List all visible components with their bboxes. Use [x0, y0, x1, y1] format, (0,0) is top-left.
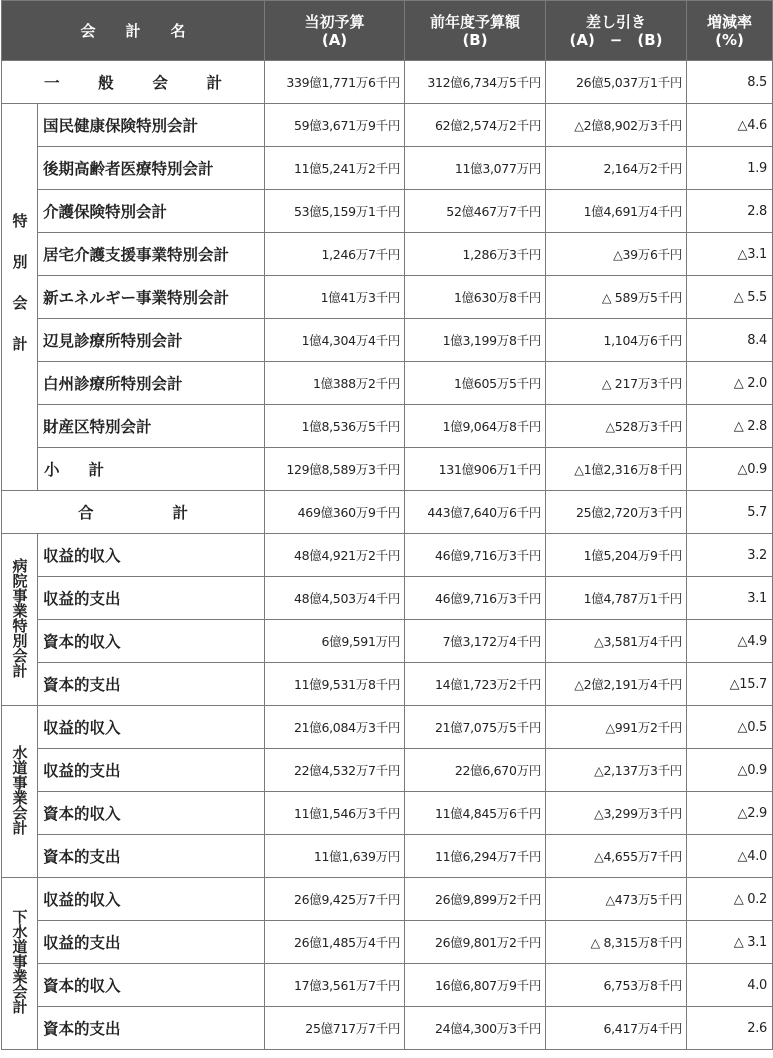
total-diff: 25億2,720万3千円 — [546, 491, 687, 534]
row-a: 25億717万7千円 — [265, 1007, 405, 1050]
header-difference: 差し引き (A) − (B) — [546, 1, 687, 61]
row-diff: △2億8,902万3千円 — [546, 104, 687, 147]
row-rate: △ 2.0 — [687, 362, 773, 405]
row-a: 48億4,921万2千円 — [265, 534, 405, 577]
general-b: 312億6,734万5千円 — [405, 61, 546, 104]
row-b: 46億9,716万3千円 — [405, 577, 546, 620]
row-b: 1億9,064万8千円 — [405, 405, 546, 448]
header-row — [2, 1, 773, 61]
row-a: 11億5,241万2千円 — [265, 147, 405, 190]
row-diff: 1,104万6千円 — [546, 319, 687, 362]
row-rate: 2.8 — [687, 190, 773, 233]
row-b: 11億3,077万円 — [405, 147, 546, 190]
table-row — [2, 706, 773, 749]
row-rate: △0.9 — [687, 749, 773, 792]
table-row — [2, 405, 773, 448]
table-row — [2, 1007, 773, 1050]
row-rate: 8.4 — [687, 319, 773, 362]
row-rate: 2.6 — [687, 1007, 773, 1050]
row-diff: 6,753万8千円 — [546, 964, 687, 1007]
table-row — [2, 878, 773, 921]
row-b: 11億6,294万7千円 — [405, 835, 546, 878]
general-a: 339億1,771万6千円 — [265, 61, 405, 104]
row-name: 資本的収入 — [38, 620, 265, 663]
table-row — [2, 792, 773, 835]
row-b: 16億6,807万9千円 — [405, 964, 546, 1007]
row-a: 48億4,503万4千円 — [265, 577, 405, 620]
special-subtotal-row — [2, 448, 773, 491]
table-row — [2, 362, 773, 405]
row-b: 62億2,574万2千円 — [405, 104, 546, 147]
row-b: 1億605万5千円 — [405, 362, 546, 405]
row-a: 53億5,159万1千円 — [265, 190, 405, 233]
row-b: 7億3,172万4千円 — [405, 620, 546, 663]
row-b: 1億630万8千円 — [405, 276, 546, 319]
row-a: 1,246万7千円 — [265, 233, 405, 276]
row-diff: △528万3千円 — [546, 405, 687, 448]
subtotal-rate: △0.9 — [687, 448, 773, 491]
row-diff: △ 217万3千円 — [546, 362, 687, 405]
row-b: 14億1,723万2千円 — [405, 663, 546, 706]
row-b: 46億9,716万3千円 — [405, 534, 546, 577]
row-diff: 1億5,204万9千円 — [546, 534, 687, 577]
row-name: 収益的収入 — [38, 878, 265, 921]
table-row — [2, 577, 773, 620]
row-rate: △4.6 — [687, 104, 773, 147]
row-name: 資本的収入 — [38, 792, 265, 835]
row-a: 17億3,561万7千円 — [265, 964, 405, 1007]
table-row — [2, 534, 773, 577]
row-name: 辺見診療所特別会計 — [38, 319, 265, 362]
row-name: 後期高齢者医療特別会計 — [38, 147, 265, 190]
budget-table — [1, 0, 773, 1050]
row-a: 26億1,485万4千円 — [265, 921, 405, 964]
row-rate: △4.9 — [687, 620, 773, 663]
row-diff: △3,581万4千円 — [546, 620, 687, 663]
subtotal-a: 129億8,589万3千円 — [265, 448, 405, 491]
subtotal-diff: △1億2,316万8千円 — [546, 448, 687, 491]
header-initial-budget: 当初予算 (A) — [265, 1, 405, 61]
row-b: 26億9,899万2千円 — [405, 878, 546, 921]
row-name: 居宅介護支援事業特別会計 — [38, 233, 265, 276]
row-rate: △4.0 — [687, 835, 773, 878]
row-name: 白州診療所特別会計 — [38, 362, 265, 405]
row-diff: △ 8,315万8千円 — [546, 921, 687, 964]
row-a: 1億388万2千円 — [265, 362, 405, 405]
row-diff: △2,137万3千円 — [546, 749, 687, 792]
total-label: 合 計 — [2, 491, 265, 534]
table-row — [2, 620, 773, 663]
row-name: 資本的収入 — [38, 964, 265, 1007]
row-diff: 2,164万2千円 — [546, 147, 687, 190]
row-a: 59億3,671万9千円 — [265, 104, 405, 147]
row-a: 1億41万3千円 — [265, 276, 405, 319]
total-a: 469億360万9千円 — [265, 491, 405, 534]
row-b: 52億467万7千円 — [405, 190, 546, 233]
row-a: 22億4,532万7千円 — [265, 749, 405, 792]
general-account-row — [2, 61, 773, 104]
table-row — [2, 921, 773, 964]
table-row — [2, 749, 773, 792]
row-rate: 3.2 — [687, 534, 773, 577]
row-a: 11億1,639万円 — [265, 835, 405, 878]
row-name: 収益的支出 — [38, 577, 265, 620]
row-b: 21億7,075万5千円 — [405, 706, 546, 749]
row-b: 24億4,300万3千円 — [405, 1007, 546, 1050]
header-account-name: 会 計 名 — [2, 1, 265, 61]
row-diff: △473万5千円 — [546, 878, 687, 921]
table-row — [2, 147, 773, 190]
table-row — [2, 663, 773, 706]
table-row — [2, 233, 773, 276]
general-diff: 26億5,037万1千円 — [546, 61, 687, 104]
row-a: 11億9,531万8千円 — [265, 663, 405, 706]
special-group-label: 特別会計 — [2, 104, 38, 491]
row-rate: △2.9 — [687, 792, 773, 835]
row-name: 収益的収入 — [38, 534, 265, 577]
subtotal-label: 小 計 — [38, 448, 265, 491]
table-row — [2, 835, 773, 878]
hospital-group-label: 病院事業特別会計 — [2, 534, 38, 706]
row-rate: 3.1 — [687, 577, 773, 620]
row-rate: △ 0.2 — [687, 878, 773, 921]
row-name: 収益的支出 — [38, 749, 265, 792]
subtotal-b: 131億906万1千円 — [405, 448, 546, 491]
row-name: 収益的収入 — [38, 706, 265, 749]
row-a: 6億9,591万円 — [265, 620, 405, 663]
sewer-group-label: 下水道事業会計 — [2, 878, 38, 1050]
general-rate: 8.5 — [687, 61, 773, 104]
row-rate: 4.0 — [687, 964, 773, 1007]
row-rate: △ 2.8 — [687, 405, 773, 448]
total-b: 443億7,640万6千円 — [405, 491, 546, 534]
row-name: 資本的支出 — [38, 835, 265, 878]
row-diff: △3,299万3千円 — [546, 792, 687, 835]
row-b: 26億9,801万2千円 — [405, 921, 546, 964]
total-rate: 5.7 — [687, 491, 773, 534]
row-name: 財産区特別会計 — [38, 405, 265, 448]
row-a: 26億9,425万7千円 — [265, 878, 405, 921]
table-row — [2, 964, 773, 1007]
table-row — [2, 276, 773, 319]
row-diff: 1億4,691万4千円 — [546, 190, 687, 233]
row-rate: △3.1 — [687, 233, 773, 276]
row-diff: 1億4,787万1千円 — [546, 577, 687, 620]
table-row — [2, 104, 773, 147]
row-a: 1億4,304万4千円 — [265, 319, 405, 362]
table-row — [2, 190, 773, 233]
row-rate: 1.9 — [687, 147, 773, 190]
row-b: 11億4,845万6千円 — [405, 792, 546, 835]
row-name: 介護保険特別会計 — [38, 190, 265, 233]
row-b: 1,286万3千円 — [405, 233, 546, 276]
row-name: 資本的支出 — [38, 663, 265, 706]
row-diff: △4,655万7千円 — [546, 835, 687, 878]
row-name: 新エネルギー事業特別会計 — [38, 276, 265, 319]
header-previous-budget: 前年度予算額 (B) — [405, 1, 546, 61]
row-rate: △0.5 — [687, 706, 773, 749]
row-a: 1億8,536万5千円 — [265, 405, 405, 448]
row-b: 22億6,670万円 — [405, 749, 546, 792]
row-a: 11億1,546万3千円 — [265, 792, 405, 835]
row-name: 資本的支出 — [38, 1007, 265, 1050]
total-row — [2, 491, 773, 534]
row-name: 国民健康保険特別会計 — [38, 104, 265, 147]
row-b: 1億3,199万8千円 — [405, 319, 546, 362]
water-group-label: 水道事業会計 — [2, 706, 38, 878]
row-a: 21億6,084万3千円 — [265, 706, 405, 749]
row-diff: △39万6千円 — [546, 233, 687, 276]
row-rate: △ 3.1 — [687, 921, 773, 964]
row-diff: 6,417万4千円 — [546, 1007, 687, 1050]
table-row — [2, 319, 773, 362]
header-change-rate: 増減率 (%) — [687, 1, 773, 61]
row-diff: △ 589万5千円 — [546, 276, 687, 319]
row-rate: △ 5.5 — [687, 276, 773, 319]
row-rate: △15.7 — [687, 663, 773, 706]
row-name: 収益的支出 — [38, 921, 265, 964]
row-diff: △2億2,191万4千円 — [546, 663, 687, 706]
general-account-label: 一 般 会 計 — [2, 61, 265, 104]
row-diff: △991万2千円 — [546, 706, 687, 749]
